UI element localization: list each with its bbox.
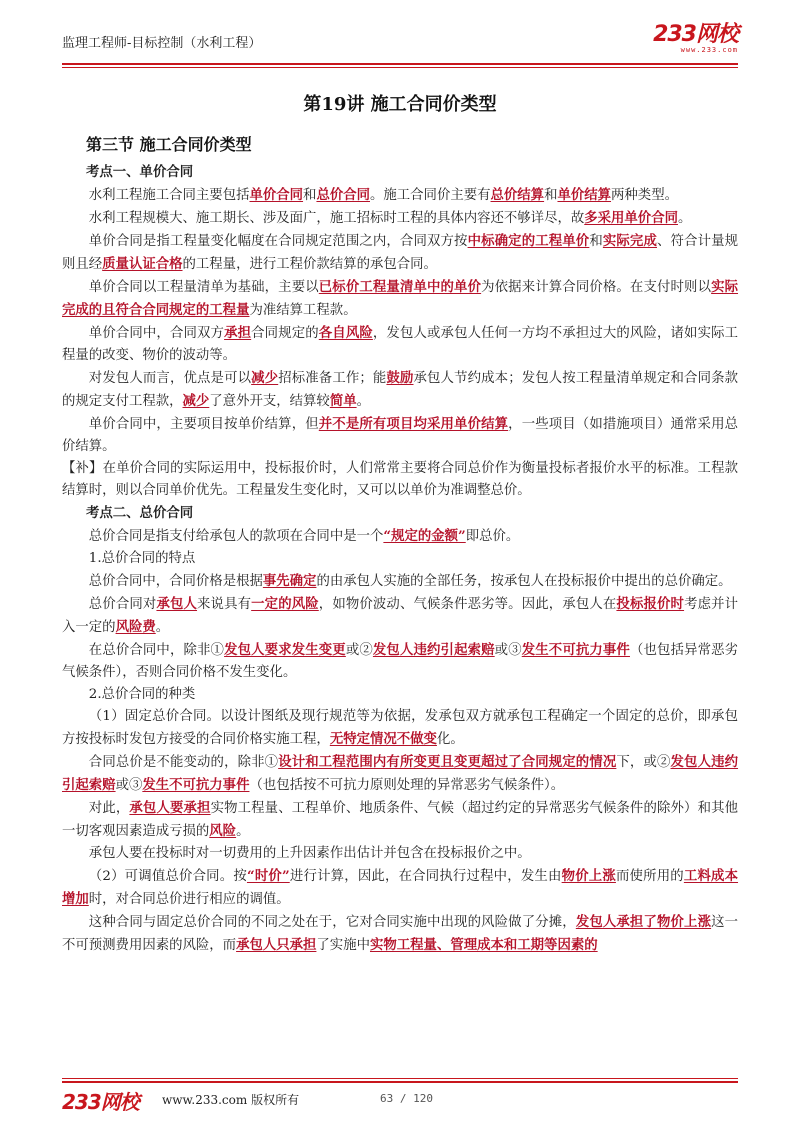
highlighted-term: 单价结算: [557, 187, 612, 203]
body-paragraph: 2.总价合同的种类: [88, 687, 196, 702]
highlighted-term: 减少: [251, 370, 279, 386]
highlighted-term: 并不是所有项目均采用单价结算: [318, 416, 509, 432]
highlighted-term: 承包人要承担: [129, 800, 211, 816]
key-point-heading: 考点二、总价合同: [86, 505, 194, 521]
footer-divider: [62, 1081, 738, 1083]
body-paragraph: 单价合同中，主要项目按单价结算，但并不是所有项目均采用单价结算，一些项目（如措施项目）通常采用总价结算。: [62, 416, 739, 454]
body-paragraph: 1.总价合同的特点: [88, 551, 196, 566]
body-paragraph: 在总价合同中，除非①发包人要求发生变更或②发包人违约引起索赔或③发生不可抗力事件（也包括异常恶劣气候条件），否则合同价格不发生变化。: [62, 642, 739, 680]
paragraph-group-lump-sum: [62, 525, 738, 957]
highlighted-term: 鼓励: [386, 370, 414, 386]
body-paragraph: 承包人要在投标时对一切费用的上升因素作出估计并包含在投标报价之中。: [88, 846, 531, 861]
logo-url: www.233.com: [680, 46, 738, 54]
body-paragraph: 单价合同以工程量清单为基础，主要以已标价工程量清单中的单价为依据来计算合同价格。在支付时则以实际完成的且符合合同规定的工程量为准结算工程款。: [62, 279, 739, 318]
highlighted-term: 物价上涨: [561, 868, 616, 884]
page-footer: [62, 1086, 738, 1114]
footer-divider-thin: [62, 1078, 738, 1079]
footer-copyright: www.233.com 版权所有: [162, 1093, 300, 1107]
highlighted-term: 多采用单价合同: [584, 210, 678, 226]
highlighted-term: 投标报价时: [616, 596, 685, 612]
header-divider: [62, 63, 738, 65]
highlighted-term: 一定的风险: [251, 596, 319, 612]
footer-logo: 233网校: [62, 1090, 139, 1114]
key-point-heading: 考点一、单价合同: [86, 164, 194, 180]
highlighted-term: 发包人要求发生变更: [224, 642, 346, 658]
highlighted-term: 发包人承担了物价上涨: [575, 914, 712, 930]
body-paragraph: 单价合同是指工程量变化幅度在合同规定范围之内，合同双方按中标确定的工程单价和实际完成、符合计量规则且经质量认证合格的工程量，进行工程价款结算的承包合同。: [62, 233, 739, 272]
highlighted-term: 已标价工程量清单中的单价: [318, 279, 482, 295]
body-paragraph: 对此，承包人要承担实物工程量、工程单价、地质条件、气候（超过约定的异常恶劣气候条件的除外）和其他一切客观因素造成亏损的风险。: [62, 800, 739, 839]
body-paragraph: 这种合同与固定总价合同的不同之处在于，它对合同实施中出现的风险做了分摊，发包人承担了物价上涨这一不可预测费用因素的风险，而承包人只承担了实施中实物工程量、管理成本和工期等因素的: [62, 914, 739, 953]
highlighted-term: 工料成本增加: [62, 868, 739, 907]
highlighted-term: 发包人违约引起索赔: [62, 754, 739, 793]
highlighted-term: 事先确定: [262, 573, 317, 589]
highlighted-term: “时价”: [246, 868, 290, 884]
highlighted-term: 风险: [209, 823, 237, 839]
body-paragraph: 水利工程施工合同主要包括单价合同和总价合同。施工合同价主要有总价结算和单价结算两种类型。: [88, 187, 678, 203]
highlighted-term: 风险费: [115, 619, 156, 635]
body-paragraph: （1）固定总价合同。以设计图纸及现行规范等为依据，发承包双方就承包工程确定一个固定的总价，即承包方按投标时发包方接受的合同价格实施工程，无特定情况不做变化。: [62, 709, 738, 747]
highlighted-term: 各自风险: [318, 325, 373, 341]
highlighted-term: 实际完成的且符合合同规定的工程量: [62, 279, 739, 318]
header-title: 监理工程师-目标控制（水利工程）: [62, 36, 262, 51]
highlighted-term: 简单: [329, 393, 357, 409]
body-paragraph: 【补】在单价合同的实际运用中，投标报价时，人们常常主要将合同总价作为衡量投标者报价水平的标准。工程款结算时，则以合同单价优先。工程量发生变化时，又可以以单价为准调整总价。: [62, 461, 738, 498]
highlighted-term: 质量认证合格: [102, 256, 183, 272]
highlighted-term: 承担: [224, 325, 252, 341]
highlighted-term: 总价结算: [490, 187, 545, 203]
highlighted-term: 发生不可抗力事件: [521, 642, 630, 658]
highlighted-term: 发包人违约引起索赔: [372, 642, 495, 658]
highlighted-term: 单价合同: [249, 187, 304, 203]
document-body: [62, 84, 738, 957]
body-paragraph: 单价合同中，合同双方承担合同规定的各自风险，发包人或承包人任何一方均不承担过大的风险，诸如实际工程量的改变、物价的波动等。: [62, 325, 739, 363]
body-paragraph: 合同总价是不能变动的，除非①设计和工程范围内有所变更且变更超过了合同规定的情况下，或②发包人违约引起索赔或③发生不可抗力事件（也包括按不可抗力原则处理的异常恶劣气候条件）。: [62, 754, 739, 793]
lecture-title: 第19讲 施工合同价类型: [303, 94, 497, 115]
highlighted-term: 实际完成: [602, 233, 657, 249]
body-paragraph: 对发包人而言，优点是可以减少招标准备工作；能鼓励承包人节约成本；发包人按工程量清单规定和合同条款的规定支付工程款，减少了意外开支，结算较简单。: [62, 370, 739, 409]
page-header: [62, 22, 738, 62]
header-divider-thin: [62, 67, 738, 68]
highlighted-term: 减少: [182, 393, 210, 409]
highlighted-term: 中标确定的工程单价: [467, 233, 590, 249]
body-paragraph: 总价合同中，合同价格是根据事先确定的由承包人实施的全部任务，按承包人在投标报价中提出的总价确定。: [88, 573, 732, 589]
paragraph-group-unit-price: [62, 184, 738, 502]
body-paragraph: 水利工程规模大、施工期长、涉及面广，施工招标时工程的具体内容还不够详尽，故多采用单价合同。: [88, 210, 692, 226]
highlighted-term: 承包人只承担: [236, 937, 317, 953]
logo-text: 233网校: [653, 22, 738, 47]
highlighted-term: 无特定情况不做变: [329, 731, 437, 747]
highlighted-term: 总价合同: [316, 187, 370, 203]
body-paragraph: 总价合同对承包人来说具有一定的风险，如物价波动、气候条件恶劣等。因此，承包人在投标报价时考虑并计入一定的风险费。: [62, 596, 739, 635]
highlighted-term: 实物工程量、管理成本和工期等因素的: [369, 937, 598, 953]
body-paragraph: （2）可调值总价合同。按“时价”进行计算，因此，在合同执行过程中，发生由物价上涨而使所用的工料成本增加时，对合同总价进行相应的调值。: [62, 868, 739, 907]
page-number: 63 / 120: [380, 1092, 433, 1105]
highlighted-term: 发生不可抗力事件: [142, 777, 250, 793]
body-paragraph: 总价合同是指支付给承包人的款项在合同中是一个“规定的金额”即总价。: [88, 528, 520, 544]
highlighted-term: “规定的金额”: [383, 528, 466, 544]
highlighted-term: 设计和工程范围内有所变更且变更超过了合同规定的情况: [278, 754, 617, 770]
section-title: 第三节 施工合同价类型: [86, 135, 252, 154]
highlighted-term: 承包人: [156, 596, 198, 612]
brand-logo: [653, 24, 738, 54]
